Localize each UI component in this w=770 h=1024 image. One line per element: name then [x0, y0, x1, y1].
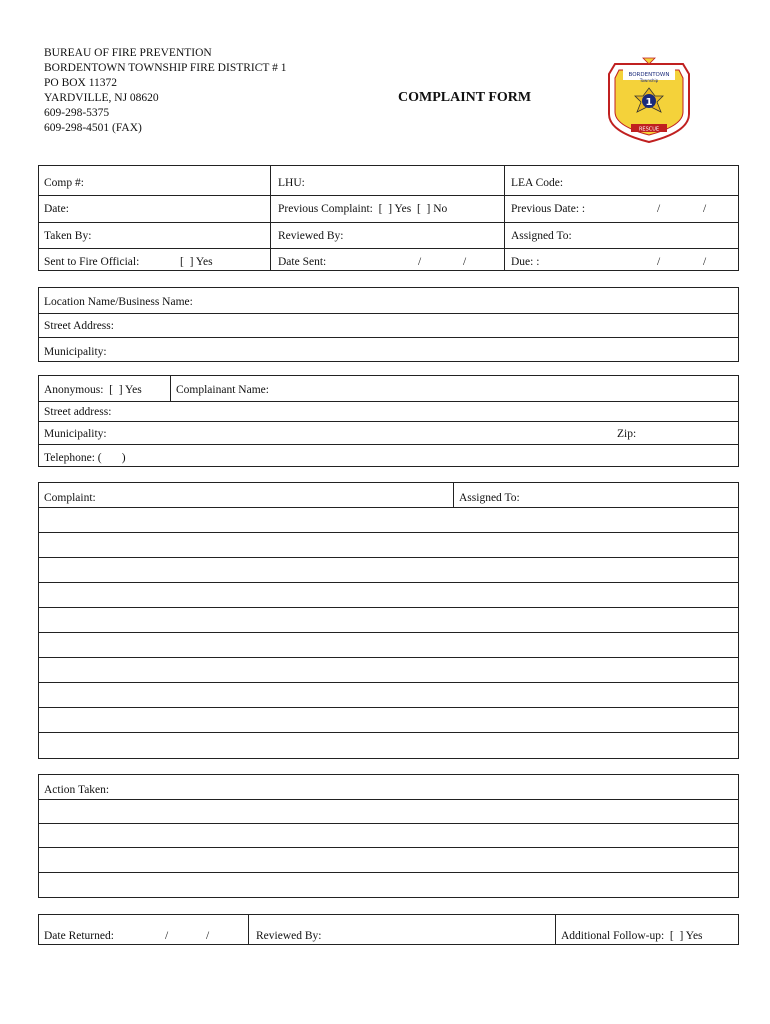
date-separator: /	[418, 256, 422, 268]
complainant-municipality-field[interactable]: Municipality:	[44, 428, 107, 440]
previous-complaint-checkbox[interactable]: Previous Complaint: [ ] Yes [ ] No	[278, 203, 448, 215]
complaint-box	[38, 482, 739, 759]
taken-by-field[interactable]: Taken By:	[44, 230, 92, 242]
location-name-field[interactable]: Location Name/Business Name:	[44, 296, 193, 308]
svg-text:BORDENTOWN: BORDENTOWN	[628, 72, 670, 78]
due-date-field[interactable]: Due: :	[511, 256, 540, 268]
svg-text:Township: Township	[639, 78, 659, 83]
comp-number-field[interactable]: Comp #:	[44, 177, 84, 189]
lhu-field[interactable]: LHU:	[278, 177, 305, 189]
svg-text:RESCUE: RESCUE	[638, 126, 660, 133]
street-address-field[interactable]: Street Address:	[44, 320, 114, 332]
svg-text:1: 1	[645, 97, 653, 108]
sent-to-fire-official-checkbox[interactable]: [ ] Yes	[180, 256, 213, 268]
date-separator: /	[703, 203, 707, 215]
additional-followup-checkbox[interactable]: Additional Follow-up: [ ] Yes	[561, 930, 703, 942]
telephone-field[interactable]: Telephone: ( )	[44, 452, 126, 464]
sent-to-fire-official-label: Sent to Fire Official:	[44, 256, 140, 268]
phone-number: 609-298-5375	[44, 107, 110, 119]
agency-name: BUREAU OF FIRE PREVENTION	[44, 47, 212, 59]
complainant-street-field[interactable]: Street address:	[44, 406, 112, 418]
final-reviewed-by-field[interactable]: Reviewed By:	[256, 930, 322, 942]
form-title: COMPLAINT FORM	[398, 90, 532, 105]
complainant-name-field[interactable]: Complainant Name:	[176, 384, 269, 396]
district-name: BORDENTOWN TOWNSHIP FIRE DISTRICT # 1	[44, 62, 287, 74]
date-separator: /	[703, 256, 707, 268]
complaint-assigned-to-field[interactable]: Assigned To:	[459, 492, 520, 504]
fire-district-logo-icon	[605, 52, 693, 144]
reviewed-by-field[interactable]: Reviewed By:	[278, 230, 344, 242]
assigned-to-field[interactable]: Assigned To:	[511, 230, 572, 242]
lea-code-field[interactable]: LEA Code:	[511, 177, 564, 189]
date-separator: /	[206, 930, 210, 942]
action-taken-box	[38, 774, 739, 898]
complaint-field[interactable]: Complaint:	[44, 492, 96, 504]
zip-field[interactable]: Zip:	[617, 428, 637, 440]
agency-header	[44, 46, 286, 136]
previous-date-field[interactable]: Previous Date: :	[511, 203, 586, 215]
municipality-field[interactable]: Municipality:	[44, 346, 107, 358]
date-separator: /	[657, 256, 661, 268]
fax-number: 609-298-4501 (FAX)	[44, 122, 142, 134]
date-field[interactable]: Date:	[44, 203, 69, 215]
date-returned-field[interactable]: Date Returned:	[44, 930, 114, 942]
city-state-zip: YARDVILLE, NJ 08620	[44, 92, 159, 104]
case-info-box	[38, 165, 739, 271]
date-separator: /	[165, 930, 169, 942]
date-separator: /	[657, 203, 661, 215]
date-sent-field[interactable]: Date Sent:	[278, 256, 327, 268]
anonymous-checkbox[interactable]: Anonymous: [ ] Yes	[44, 384, 142, 396]
action-taken-field[interactable]: Action Taken:	[44, 784, 110, 796]
date-separator: /	[463, 256, 467, 268]
po-box: PO BOX 11372	[44, 77, 118, 89]
